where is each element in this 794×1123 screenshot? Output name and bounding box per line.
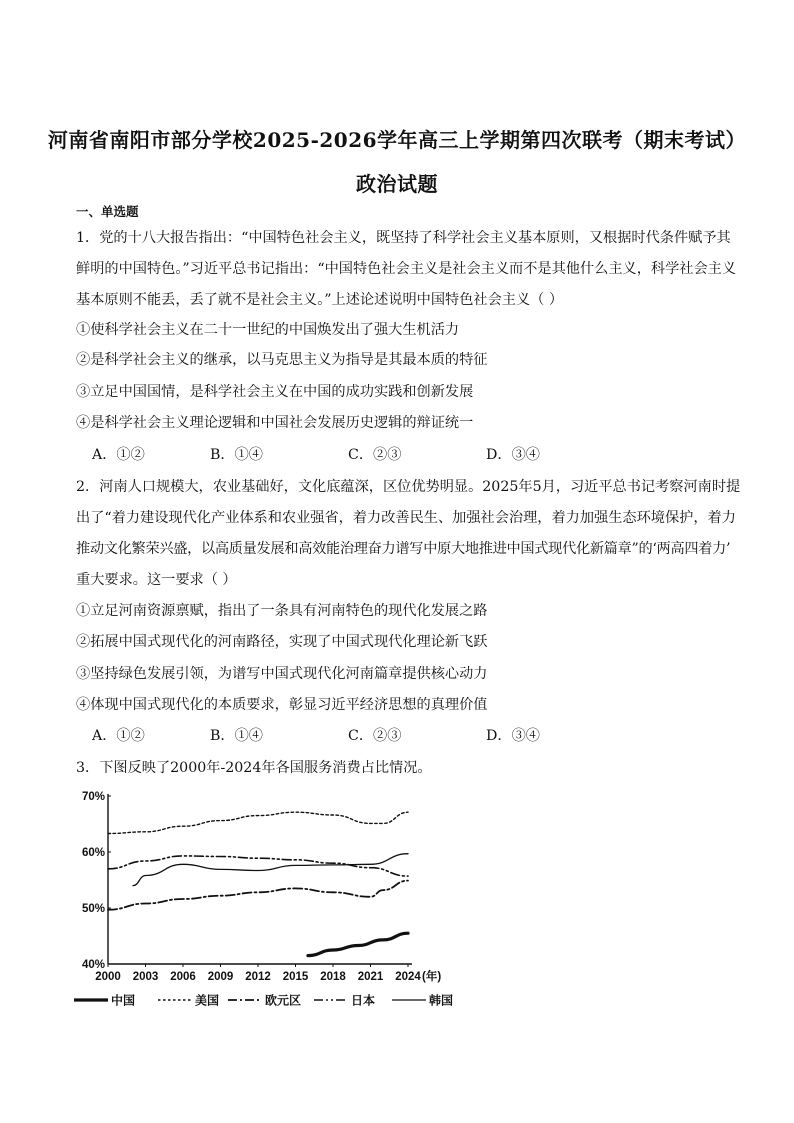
legend-label-2: 欧元区 [265, 993, 302, 1008]
q1-item-3: ③立足中国国情，是科学社会主义在中国的成功实践和创新发展 [76, 384, 474, 400]
q1-stem-line-3: 基本原则不能丢，丢了就不是社会主义。”上述论述说明中国特色社会主义（ ） [76, 292, 564, 308]
q1-option-d[interactable]: D．③④ [486, 447, 540, 463]
q1-item-2: ②是科学社会主义的继承，以马克思主义为指导是其最本质的特征 [76, 352, 488, 368]
section-heading: 一、单选题 [76, 204, 139, 219]
service-consumption-chart [70, 784, 470, 1016]
legend-label-0: 中国 [111, 993, 136, 1008]
legend-label-1: 美国 [195, 993, 220, 1008]
legend-label-3: 日本 [351, 993, 376, 1008]
x-tick-label: 2009 [207, 971, 234, 983]
q2-item-3: ③坚持绿色发展引领，为谱写中国式现代化河南篇章提供核心动力 [76, 666, 488, 682]
x-tick-label: 2012 [245, 971, 271, 983]
series-line-4 [133, 854, 408, 886]
q1-option-b[interactable]: B．①④ [210, 447, 263, 463]
x-tick-label: 2018 [320, 971, 346, 983]
x-tick-label: 2006 [170, 971, 196, 983]
q1-option-c[interactable]: C．②③ [348, 447, 402, 463]
chart-legend [74, 993, 453, 1008]
q2-item-4: ④体现中国式现代化的本质要求，彰显习近平经济思想的真理价值 [76, 697, 488, 713]
series-line-3 [108, 856, 408, 876]
series-line-2 [108, 881, 408, 910]
q1-option-a[interactable]: A．①② [92, 447, 145, 463]
x-tick-label: 2003 [132, 971, 159, 983]
x-tick-label: 2015 [282, 971, 309, 983]
q1-item-1: ①使科学社会主义在二十一世纪的中国焕发出了强大生机活力 [76, 322, 460, 338]
legend-label-4: 韩国 [429, 993, 454, 1008]
q2-item-2: ②拓展中国式现代化的河南路径，实现了中国式现代化理论新飞跃 [76, 634, 488, 650]
q2-option-a[interactable]: A．①② [92, 728, 145, 744]
y-tick-labels [82, 791, 111, 971]
q2-stem-line-2: 出了“着力建设现代化产业体系和农业强省，着力改善民生、加强社会治理，着力加强生态环境保护，着力 [76, 510, 736, 526]
y-tick-label: 60% [81, 847, 105, 859]
q2-stem-line-3: 推动文化繁荣兴盛，以高质量发展和高效能治理奋力谱写中原大地推进中国式现代化新篇章”的‘两高四着力’ [76, 541, 731, 557]
q1-stem-line-2: 鲜明的中国特色。”习近平总书记指出：“中国特色社会主义是社会主义而不是其他什么主义，科学社会主义 [76, 261, 737, 277]
paper-title: 河南省南阳市部分学校2025-2026学年高三上学期第四次联考（期末考试） [47, 128, 747, 152]
q2-stem-line-1: 2．河南人口规模大，农业基础好，文化底蕴深，区位优势明显。2025年5月，习近平总书记考察河南时提 [76, 479, 741, 495]
y-tick-label: 40% [81, 959, 105, 971]
series-line-1 [108, 812, 408, 833]
paper-subtitle: 政治试题 [356, 172, 438, 196]
q2-stem-line-4: 重大要求。这一要求（ ） [76, 572, 237, 588]
q1-item-4: ④是科学社会主义理论逻辑和中国社会发展历史逻辑的辩证统一 [76, 415, 474, 431]
x-tick-label: 2024 [395, 971, 421, 983]
y-tick-label: 70% [81, 791, 105, 803]
chart-axes [108, 794, 412, 964]
q2-option-b[interactable]: B．①④ [210, 728, 263, 744]
q1-stem-line-1: 1．党的十八大报告指出：“中国特色社会主义，既坚持了科学社会主义基本原则，又根据时代条件赋予其 [76, 230, 731, 246]
x-tick-labels [95, 964, 441, 983]
x-axis-unit: (年) [422, 971, 442, 983]
y-tick-label: 50% [81, 903, 105, 915]
series-line-0 [308, 933, 408, 955]
q3-stem: 3．下图反映了2000年-2024年各国服务消费占比情况。 [76, 760, 432, 776]
q2-item-1: ①立足河南资源禀赋，指出了一条具有河南特色的现代化发展之路 [76, 603, 488, 619]
x-tick-label: 2000 [95, 971, 121, 983]
chart-series [108, 812, 408, 955]
q2-option-c[interactable]: C．②③ [348, 728, 402, 744]
x-tick-label: 2021 [357, 971, 384, 983]
q2-option-d[interactable]: D．③④ [486, 728, 540, 744]
